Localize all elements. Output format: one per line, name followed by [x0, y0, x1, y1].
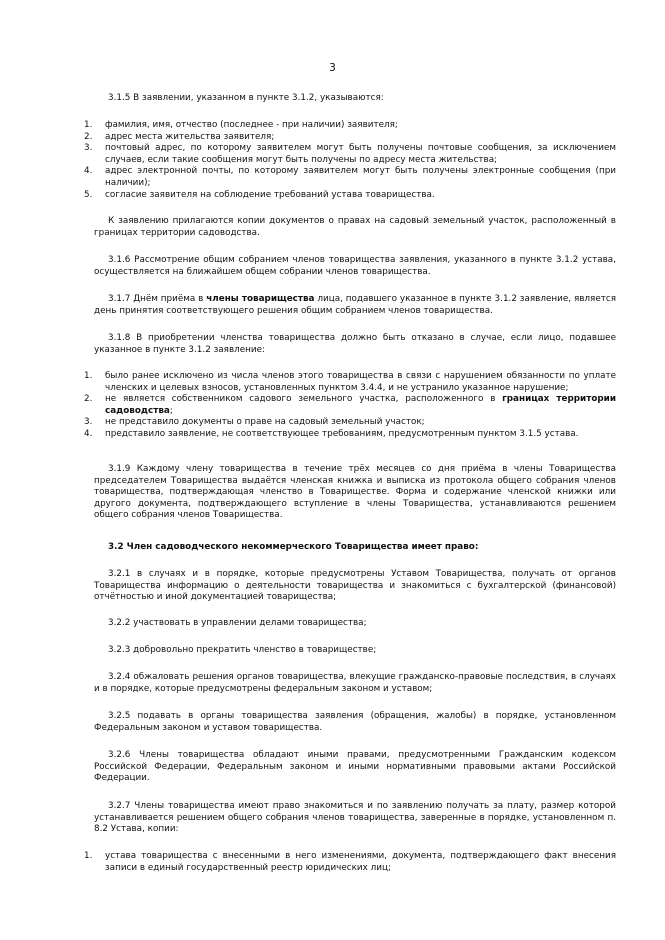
list-item-number: 3.: [84, 417, 93, 428]
list-item-number: 1.: [84, 120, 93, 130]
list-item: [84, 190, 616, 202]
paragraph-3-1-5: 3.1.5 В заявлении, указанном в пункте 3.1.2, указываются:: [108, 93, 384, 103]
list-item: [84, 132, 616, 144]
paragraph-3-1-9: 3.1.9 Каждому члену товарищества в течение трёх месяцев со дня приёма в члены Товарищества председателем Товарищества выдаётся членская книжка и выписка из протокола общего собрания членов товарищества, подтверждающая членство в Товариществе. Форма и содержание членской книжки или другого документа, подтверждающего вступление в члены Товарищества, устанавливаются решением общего собрания членов Товарищества.: [94, 464, 616, 521]
list-item: [84, 417, 616, 429]
list-item-text: почтовый адрес, по которому заявителем могут быть получены почтовые сообщения, за исключением случаев, если такие сообщения могут быть получены по адресу места жительства;: [105, 143, 616, 165]
list-item-text: не представило документы о праве на садовый земельный участок;: [105, 417, 425, 428]
list-3-2-7: [84, 851, 616, 874]
list-3-1-5: [84, 120, 616, 201]
list-item: [84, 371, 616, 394]
list-item: [84, 394, 616, 417]
paragraph-3-2-3: 3.2.3 добровольно прекратить членство в товариществе;: [108, 645, 377, 655]
list-item: [84, 851, 616, 874]
list-item-text: адрес электронной почты, по которому заявителем могут быть получены электронные сообщения (при наличии);: [105, 166, 616, 188]
page-number: 3: [329, 62, 336, 74]
paragraph-3-2-2: 3.2.2 участвовать в управлении делами товарищества;: [108, 618, 367, 628]
paragraph-3-2-4: 3.2.4 обжаловать решения органов товарищества, влекущие гражданско-правовые последствия, в случаях и в порядке, которые предусмотрены федеральным законом и уставом;: [94, 672, 616, 694]
list-item-number: 4.: [84, 428, 93, 439]
paragraph-3-1-7: 3.1.7 Днём приёма в члены товарищества лица, подавшего указанное в пункте 3.1.2 заявление, является день принятия соответствующего решения общим собранием членов товарищества.: [94, 294, 616, 316]
list-item-number: 4.: [84, 166, 93, 177]
list-item-text: устава товарищества с внесенными в него изменениями, документа, подтверждающего факт внесения записи в единый государственный реестр юридических лиц;: [105, 851, 616, 873]
bold-phrase: члены товарищества: [206, 294, 315, 304]
list-item: [84, 429, 616, 441]
list-item-text: не является собственником садового земельного участка, расположенного в границах территории садоводства;: [105, 394, 616, 416]
paragraph-3-1-8: 3.1.8 В приобретении членства товарищества должно быть отказано в случае, если лицо, подавшее указанное в пункте 3.1.2 заявление:: [94, 333, 616, 355]
paragraph-attachments: К заявлению прилагаются копии документов о правах на садовый земельный участок, расположенный в границах территории садоводства.: [94, 216, 616, 238]
list-item: [84, 166, 616, 189]
list-3-1-8: [84, 371, 616, 441]
list-item-text: согласие заявителя на соблюдение требований устава товарищества.: [105, 189, 435, 200]
list-item-text: представило заявление, не соответствующее требованиям, предусмотренным пунктом 3.1.5 устава.: [105, 428, 579, 439]
paragraph-3-2-7: 3.2.7 Члены товарищества имеют право знакомиться и по заявлению получать за плату, размер которой устанавливается решением общего собрания членов товарищества, заверенные в порядке, установленном п. 8.2 Устава, копии:: [94, 801, 616, 835]
paragraph-3-2-1: 3.2.1 в случаях и в порядке, которые предусмотрены Уставом Товарищества, получать от органов Товарищества информацию о деятельности товарищества и знакомиться с бухгалтерской (финансовой) отчётностью и иной документацией товарищества;: [94, 569, 616, 603]
paragraph-3-2-6: 3.2.6 Члены товарищества обладают иными правами, предусмотренными Гражданским кодексом Российской Федерации, Федеральным законом и иными нормативными правовыми актами Российской Федерации.: [94, 750, 616, 784]
paragraph-3-2-5: 3.2.5 подавать в органы товарищества заявления (обращения, жалобы) в порядке, установленном Федеральным законом и уставом товарищества.: [94, 711, 616, 733]
list-item-number: 2.: [84, 394, 93, 405]
list-item: [84, 120, 616, 132]
list-item-text: было ранее исключено из числа членов этого товарищества в связи с нарушением обязанности по уплате членских и целевых взносов, установленных пунктом 3.4.4, и не устранило указанное нарушение;: [105, 371, 616, 393]
list-item-text: адрес места жительства заявителя;: [105, 131, 275, 142]
list-item-number: 1.: [84, 851, 93, 861]
section-heading-3-2: 3.2 Член садоводческого некоммерческого Товарищества имеет право:: [108, 542, 479, 552]
list-item-text: фамилия, имя, отчество (последнее - при наличии) заявителя;: [105, 120, 398, 130]
list-item-number: 2.: [84, 131, 93, 142]
paragraph-3-1-6: 3.1.6 Рассмотрение общим собранием членов товарищества заявления, указанного в пункте 3.1.2 устава, осуществляется на ближайшем общем собрании членов товарищества.: [94, 255, 616, 277]
list-item: [84, 143, 616, 166]
list-item-number: 1.: [84, 371, 93, 381]
list-item-number: 3.: [84, 143, 93, 154]
bold-phrase: границах территории садоводства: [105, 394, 616, 416]
list-item-number: 5.: [84, 189, 93, 200]
